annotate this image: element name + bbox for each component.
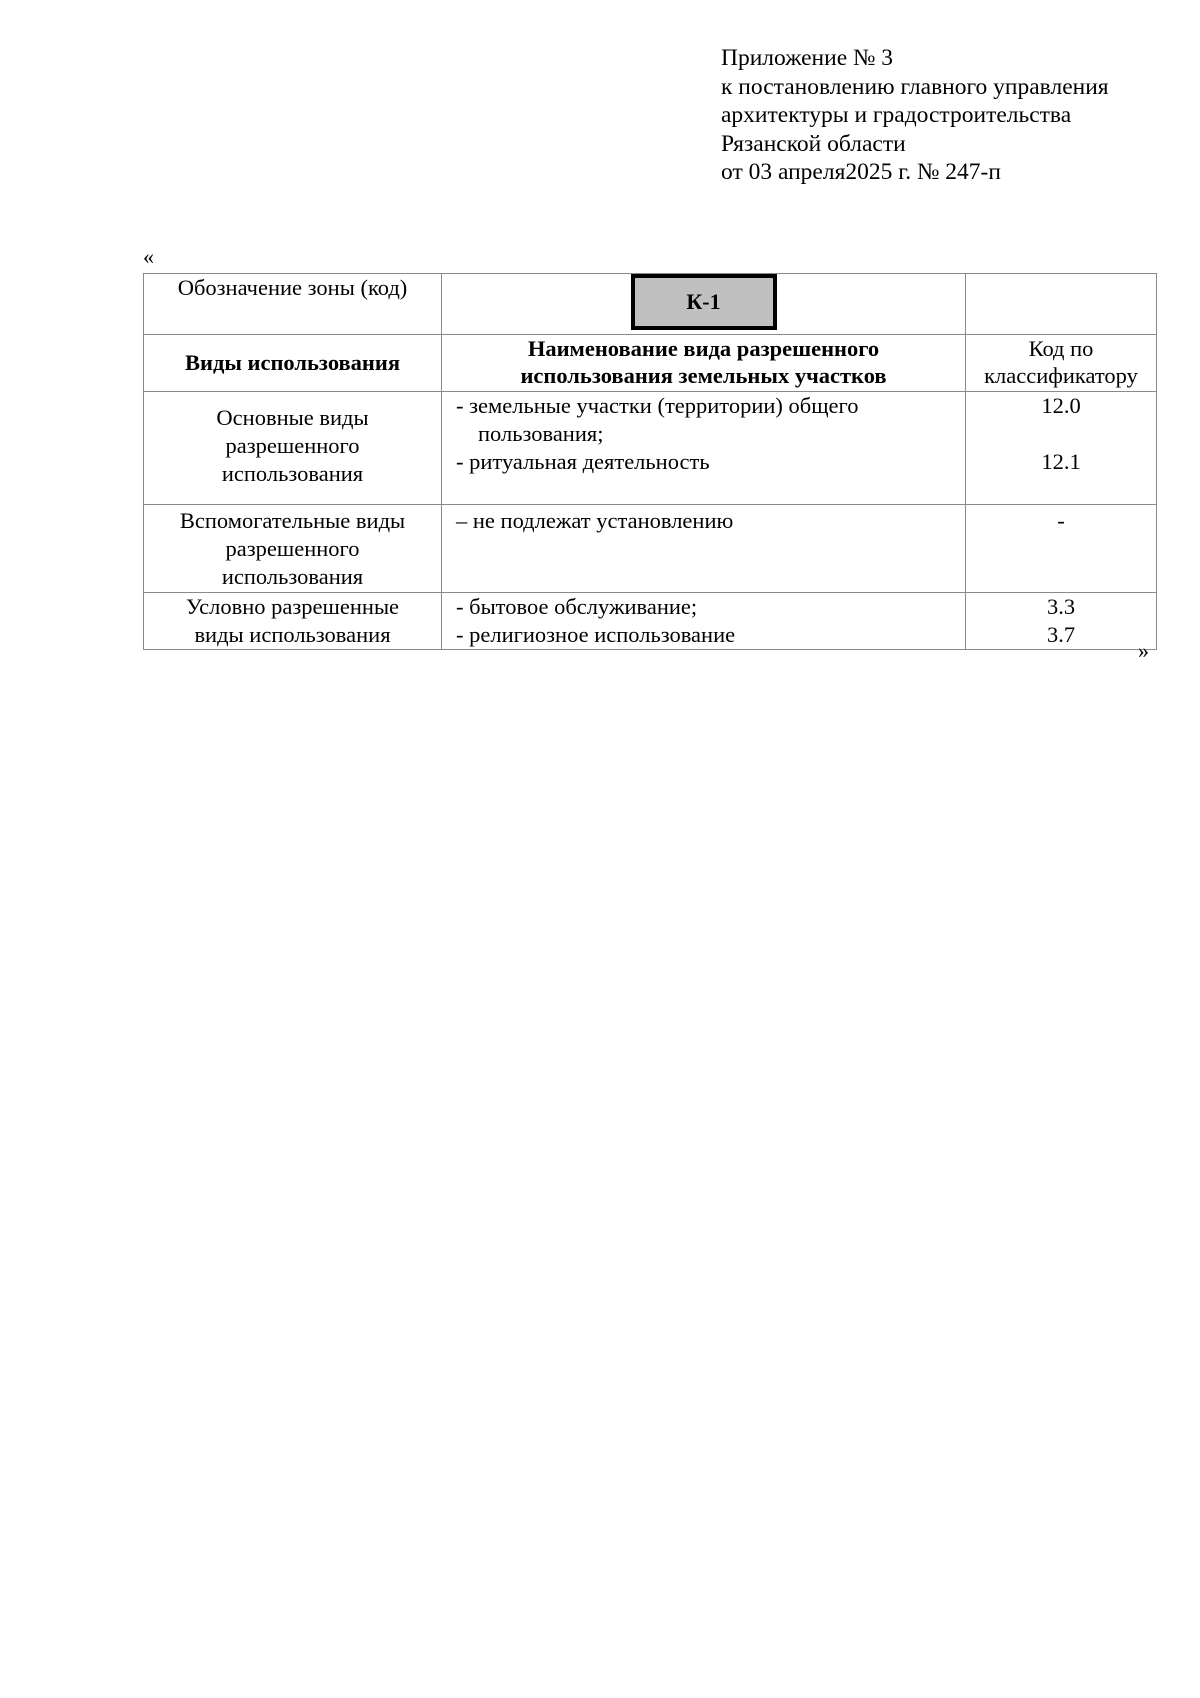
header-code-line: Код по [1028,336,1094,361]
codes-cell [966,505,1157,593]
table-row-auxiliary-uses [144,505,1157,593]
codes-cell [966,392,1157,505]
header-code [966,335,1157,392]
header-row [144,335,1157,392]
list-item: - ритуальная деятельность [456,449,710,474]
kind-line: разрешенного [225,433,360,458]
zone-label-cell [144,274,442,335]
code-value: 12.0 [1041,393,1081,418]
header-kind [144,335,442,392]
header-name-line: использования земельных участков [520,363,887,388]
header-code-line: классификатору [984,363,1138,388]
items-cell [442,505,966,593]
kind-cell [144,505,442,593]
items-cell [442,593,966,650]
codes-cell [966,593,1157,650]
table-row-conditional-uses [144,593,1157,650]
zone-code-cell [442,274,966,335]
items-cell [442,392,966,505]
kind-line: разрешенного [225,536,360,561]
list-item: - земельные участки (территории) общего [456,393,859,418]
table-row-main-uses [144,392,1157,505]
list-item: пользования; [478,421,604,446]
appendix-header [721,44,1109,187]
kind-line: виды использования [194,622,391,647]
kind-cell [144,593,442,650]
zone-extra-cell [966,274,1157,335]
code-value: - [1057,508,1065,533]
kind-line: Вспомогательные виды [179,508,406,533]
header-name [442,335,966,392]
closing-quote: » [1138,638,1149,663]
code-value: 12.1 [1041,449,1081,474]
list-item: - бытовое обслуживание; [456,594,698,619]
code-spacer [966,420,1156,448]
code-value: 3.3 [1046,594,1076,619]
kind-line: Условно разрешенные [185,594,400,619]
appendix-line: архитектуры и градостроительства [721,102,1072,128]
list-item: – не подлежат установлению [456,508,734,533]
appendix-line: к постановлению главного управления [721,73,1109,100]
zone-code-box: К-1 [631,274,777,330]
appendix-line: от 03 апреля2025 г. № 247-п [721,159,1001,185]
kind-line: использования [221,564,364,589]
zone-row [144,274,1157,335]
kind-cell [144,392,442,505]
list-item: - религиозное использование [456,622,736,647]
zone-table [143,273,1157,650]
kind-line: использования [221,461,364,486]
opening-quote: « [143,244,154,269]
zone-label: Обозначение зоны (код) [177,275,408,300]
code-value: 3.7 [1046,622,1076,647]
appendix-line: Рязанской области [721,130,906,157]
kind-line: Основные виды [216,405,369,430]
header-kind-text: Виды использования [184,350,401,375]
header-name-line: Наименование вида разрешенного [527,336,880,361]
appendix-line: Приложение № 3 [721,45,894,71]
